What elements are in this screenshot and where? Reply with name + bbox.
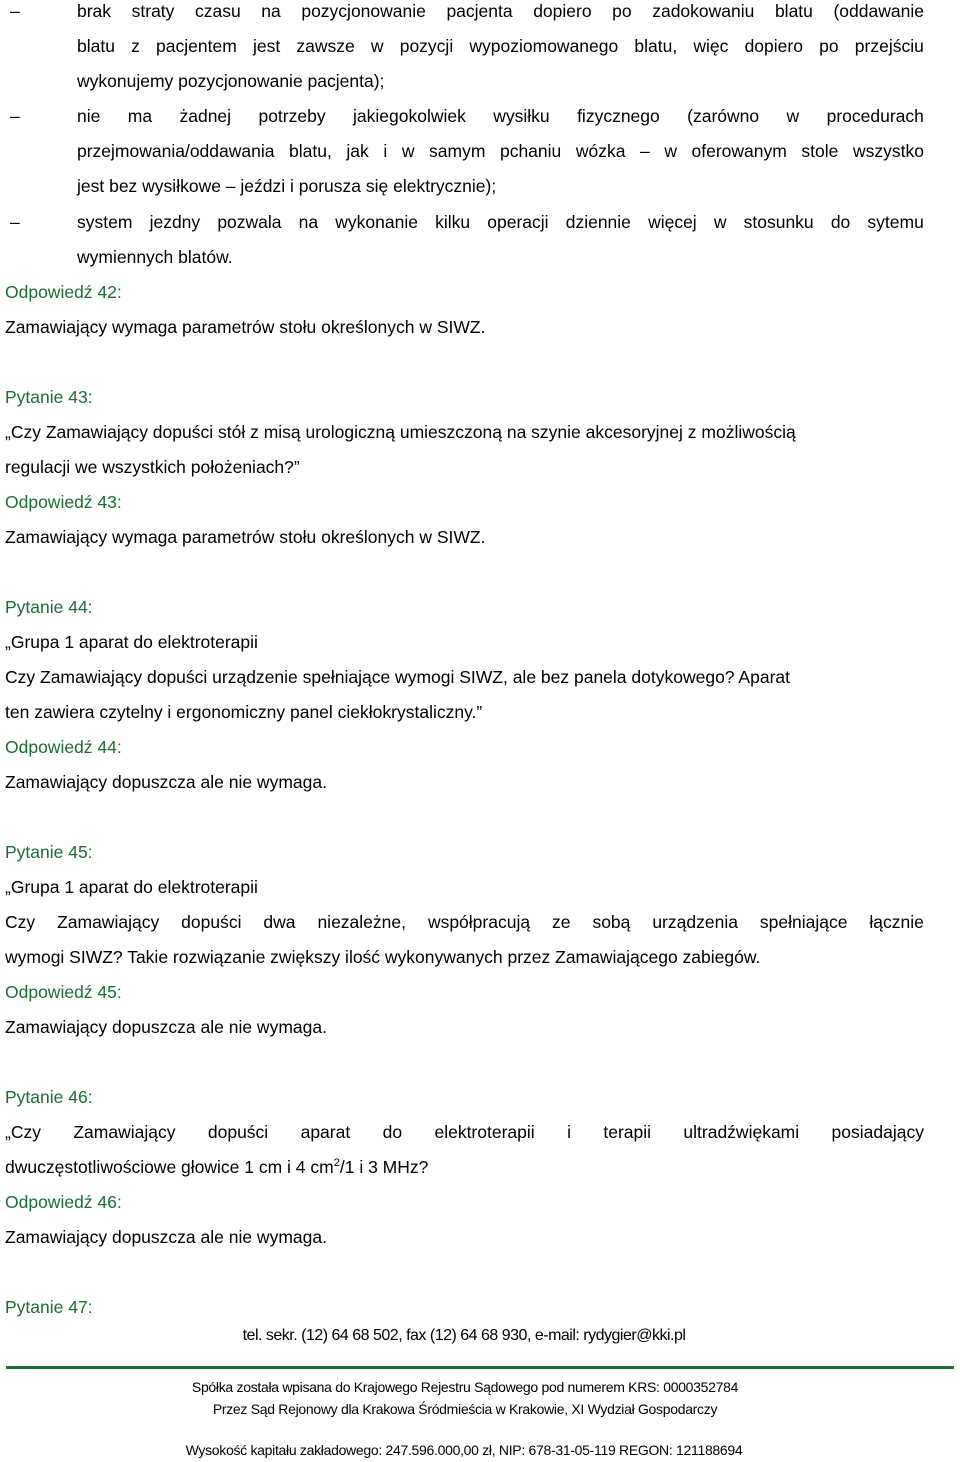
answer-46-label: Odpowiedź 46: [5, 1192, 122, 1212]
question-46-label: Pytanie 46: [5, 1087, 93, 1107]
word: brak [77, 1, 112, 21]
word: kilku [435, 212, 471, 232]
word: elektroterapii [434, 1122, 535, 1142]
footer-krs: Spółka została wpisana do Krajowego Rejestru Sądowego pod numerem KRS: 0000352784 [191, 1379, 739, 1395]
word: wypoziomowanego [469, 36, 619, 56]
word: potrzeby [258, 106, 326, 126]
word: na [298, 212, 319, 232]
question-44-label: Pytanie 44: [5, 597, 93, 617]
word: blatu, [634, 36, 678, 56]
word: po [819, 36, 839, 56]
word: posiadający [831, 1122, 924, 1142]
word: urządzenia [652, 912, 738, 932]
word: w [713, 212, 727, 232]
bullet-3-line-2: wymiennych blatów. [77, 247, 233, 267]
word: zadokowaniu [652, 1, 755, 21]
word: operacji [487, 212, 549, 232]
word: współpracują [427, 912, 531, 932]
word: (oddawanie [833, 1, 924, 21]
word: terapii [603, 1122, 652, 1142]
word: wózka [575, 141, 626, 161]
word: spełniające [759, 912, 848, 932]
word: pozycjonowanie [301, 1, 426, 21]
word: aparat [300, 1122, 351, 1142]
answer-44-label: Odpowiedź 44: [5, 737, 122, 757]
word: łącznie [869, 912, 924, 932]
word: system [77, 212, 133, 232]
bullet-1-line-1 [77, 0, 924, 22]
word: „Czy [5, 1122, 41, 1142]
word: dopiero [533, 1, 592, 21]
answer-46-text: Zamawiający dopuszcza ale nie wymaga. [5, 1227, 327, 1247]
word: w [664, 141, 677, 161]
question-43-line-2: regulacji we wszystkich położeniach?” [5, 457, 300, 477]
bullet-3-line-1 [77, 211, 924, 233]
word: Zamawiający [73, 1122, 176, 1142]
word: ma [127, 106, 153, 126]
word: z [131, 36, 140, 56]
word: pacjentem [156, 36, 237, 56]
bullet-1-line-2 [77, 35, 924, 57]
word: Zamawiający [57, 912, 160, 932]
word: przejściu [854, 36, 924, 56]
word: wszystko [852, 141, 924, 161]
question-45-line-3: wymogi SIWZ? Takie rozwiązanie zwiększy ilość wykonywanych przez Zamawiającego zabiegów. [5, 947, 761, 967]
question-46-line-1 [5, 1121, 924, 1143]
word: straty [131, 1, 175, 21]
question-46-line-2-text: dwuczęstotliwościowe głowice 1 cm i 4 cm [5, 1157, 334, 1177]
answer-42-text: Zamawiający wymaga parametrów stołu określonych w SIWZ. [5, 317, 486, 337]
word: jakiegokolwiek [353, 106, 466, 126]
answer-44-text: Zamawiający dopuszcza ale nie wymaga. [5, 772, 327, 792]
answer-45-label: Odpowiedź 45: [5, 982, 122, 1002]
bullet-dash: – [10, 106, 20, 126]
word: wykonanie [335, 212, 418, 232]
word: nie [77, 106, 101, 126]
word: pozwala [217, 212, 282, 232]
word: i [567, 1122, 571, 1142]
word: ultradźwiękami [683, 1122, 800, 1142]
word: niezależne, [317, 912, 406, 932]
word: wysiłku [493, 106, 550, 126]
word: pacjenta [446, 1, 513, 21]
word: przejmowania/oddawania [77, 141, 275, 161]
word: fizycznego [577, 106, 660, 126]
footer-capital: Wysokość kapitału zakładowego: 247.596.000,00 zł, NIP: 678-31-05-119 REGON: 121188694 [185, 1442, 743, 1458]
word: w [370, 36, 384, 56]
question-45-line-2 [5, 911, 924, 933]
question-43-label: Pytanie 43: [5, 387, 93, 407]
answer-43-text: Zamawiający wymaga parametrów stołu określonych w SIWZ. [5, 527, 486, 547]
footer-court: Przez Sąd Rejonowy dla Krakowa Śródmieścia w Krakowie, XI Wydział Gospodarczy [212, 1401, 718, 1417]
word: w [401, 141, 415, 161]
word: blatu [77, 36, 115, 56]
bullet-2-line-2 [77, 140, 924, 162]
bullet-dash: – [10, 1, 20, 21]
word: Czy [5, 912, 36, 932]
bullet-2-line-3: jest bez wysiłkowe – jeździ i porusza się elektrycznie); [77, 176, 497, 196]
word: jezdny [149, 212, 201, 232]
word: oferowanym [691, 141, 787, 161]
question-45-label: Pytanie 45: [5, 842, 93, 862]
answer-43-label: Odpowiedź 43: [5, 492, 122, 512]
question-44-line-1: „Grupa 1 aparat do elektroterapii [5, 632, 258, 652]
word: jak [346, 141, 369, 161]
word: jest [252, 36, 281, 56]
word: więcej [648, 212, 697, 232]
word: zawsze [296, 36, 355, 56]
word: ze [552, 912, 571, 932]
word: procedurach [826, 106, 924, 126]
question-44-line-3: ten zawiera czytelny i ergonomiczny panel ciekłokrystaliczny.” [5, 702, 483, 722]
question-43-line-1: „Czy Zamawiający dopuści stół z misą urologiczną umieszczoną na szynie akcesoryjnej z możliwością [5, 422, 796, 442]
word: czasu [195, 1, 241, 21]
question-47-label: Pytanie 47: [5, 1297, 93, 1317]
footer-divider [6, 1366, 954, 1369]
word: blatu, [289, 141, 332, 161]
answer-42-label: Odpowiedź 42: [5, 282, 122, 302]
word: w [786, 106, 800, 126]
word: na [261, 1, 281, 21]
word: dopiero [744, 36, 803, 56]
question-44-line-2: Czy Zamawiający dopuści urządzenie spełniające wymogi SIWZ, ale bez panela dotykowego? Aparat [5, 667, 790, 687]
word: do [830, 212, 851, 232]
word: więc [693, 36, 729, 56]
question-46-line-2 [5, 1156, 428, 1178]
answer-45-text: Zamawiający dopuszcza ale nie wymaga. [5, 1017, 327, 1037]
bullet-2-line-1 [77, 105, 924, 127]
word: sytemu [867, 212, 924, 232]
word: blatu [774, 1, 813, 21]
question-46-line-2-end: /1 i 3 MHz? [339, 1157, 429, 1177]
word: – [640, 141, 650, 161]
word: sobą [592, 912, 631, 932]
word: pozycji [399, 36, 454, 56]
word: samym [429, 141, 486, 161]
word: stosunku [743, 212, 814, 232]
word: pchaniu [499, 141, 562, 161]
word: żadnej [179, 106, 232, 126]
word: dopuści [207, 1122, 269, 1142]
word: po [612, 1, 632, 21]
word: dziennie [565, 212, 631, 232]
word: (zarówno [687, 106, 760, 126]
superscript: 2 [333, 1157, 340, 1169]
word: do [382, 1122, 403, 1142]
word: i [383, 141, 388, 161]
question-45-line-1: „Grupa 1 aparat do elektroterapii [5, 877, 258, 897]
bullet-1-line-3: wykonujemy pozycjonowanie pacjenta); [77, 71, 385, 91]
word: dwa [263, 912, 296, 932]
bullet-dash: – [10, 212, 20, 232]
word: stole [801, 141, 839, 161]
word: dopuści [181, 912, 242, 932]
footer-contact: tel. sekr. (12) 64 68 502, fax (12) 64 68 930, e-mail: rydygier@kki.pl [242, 1327, 686, 1344]
